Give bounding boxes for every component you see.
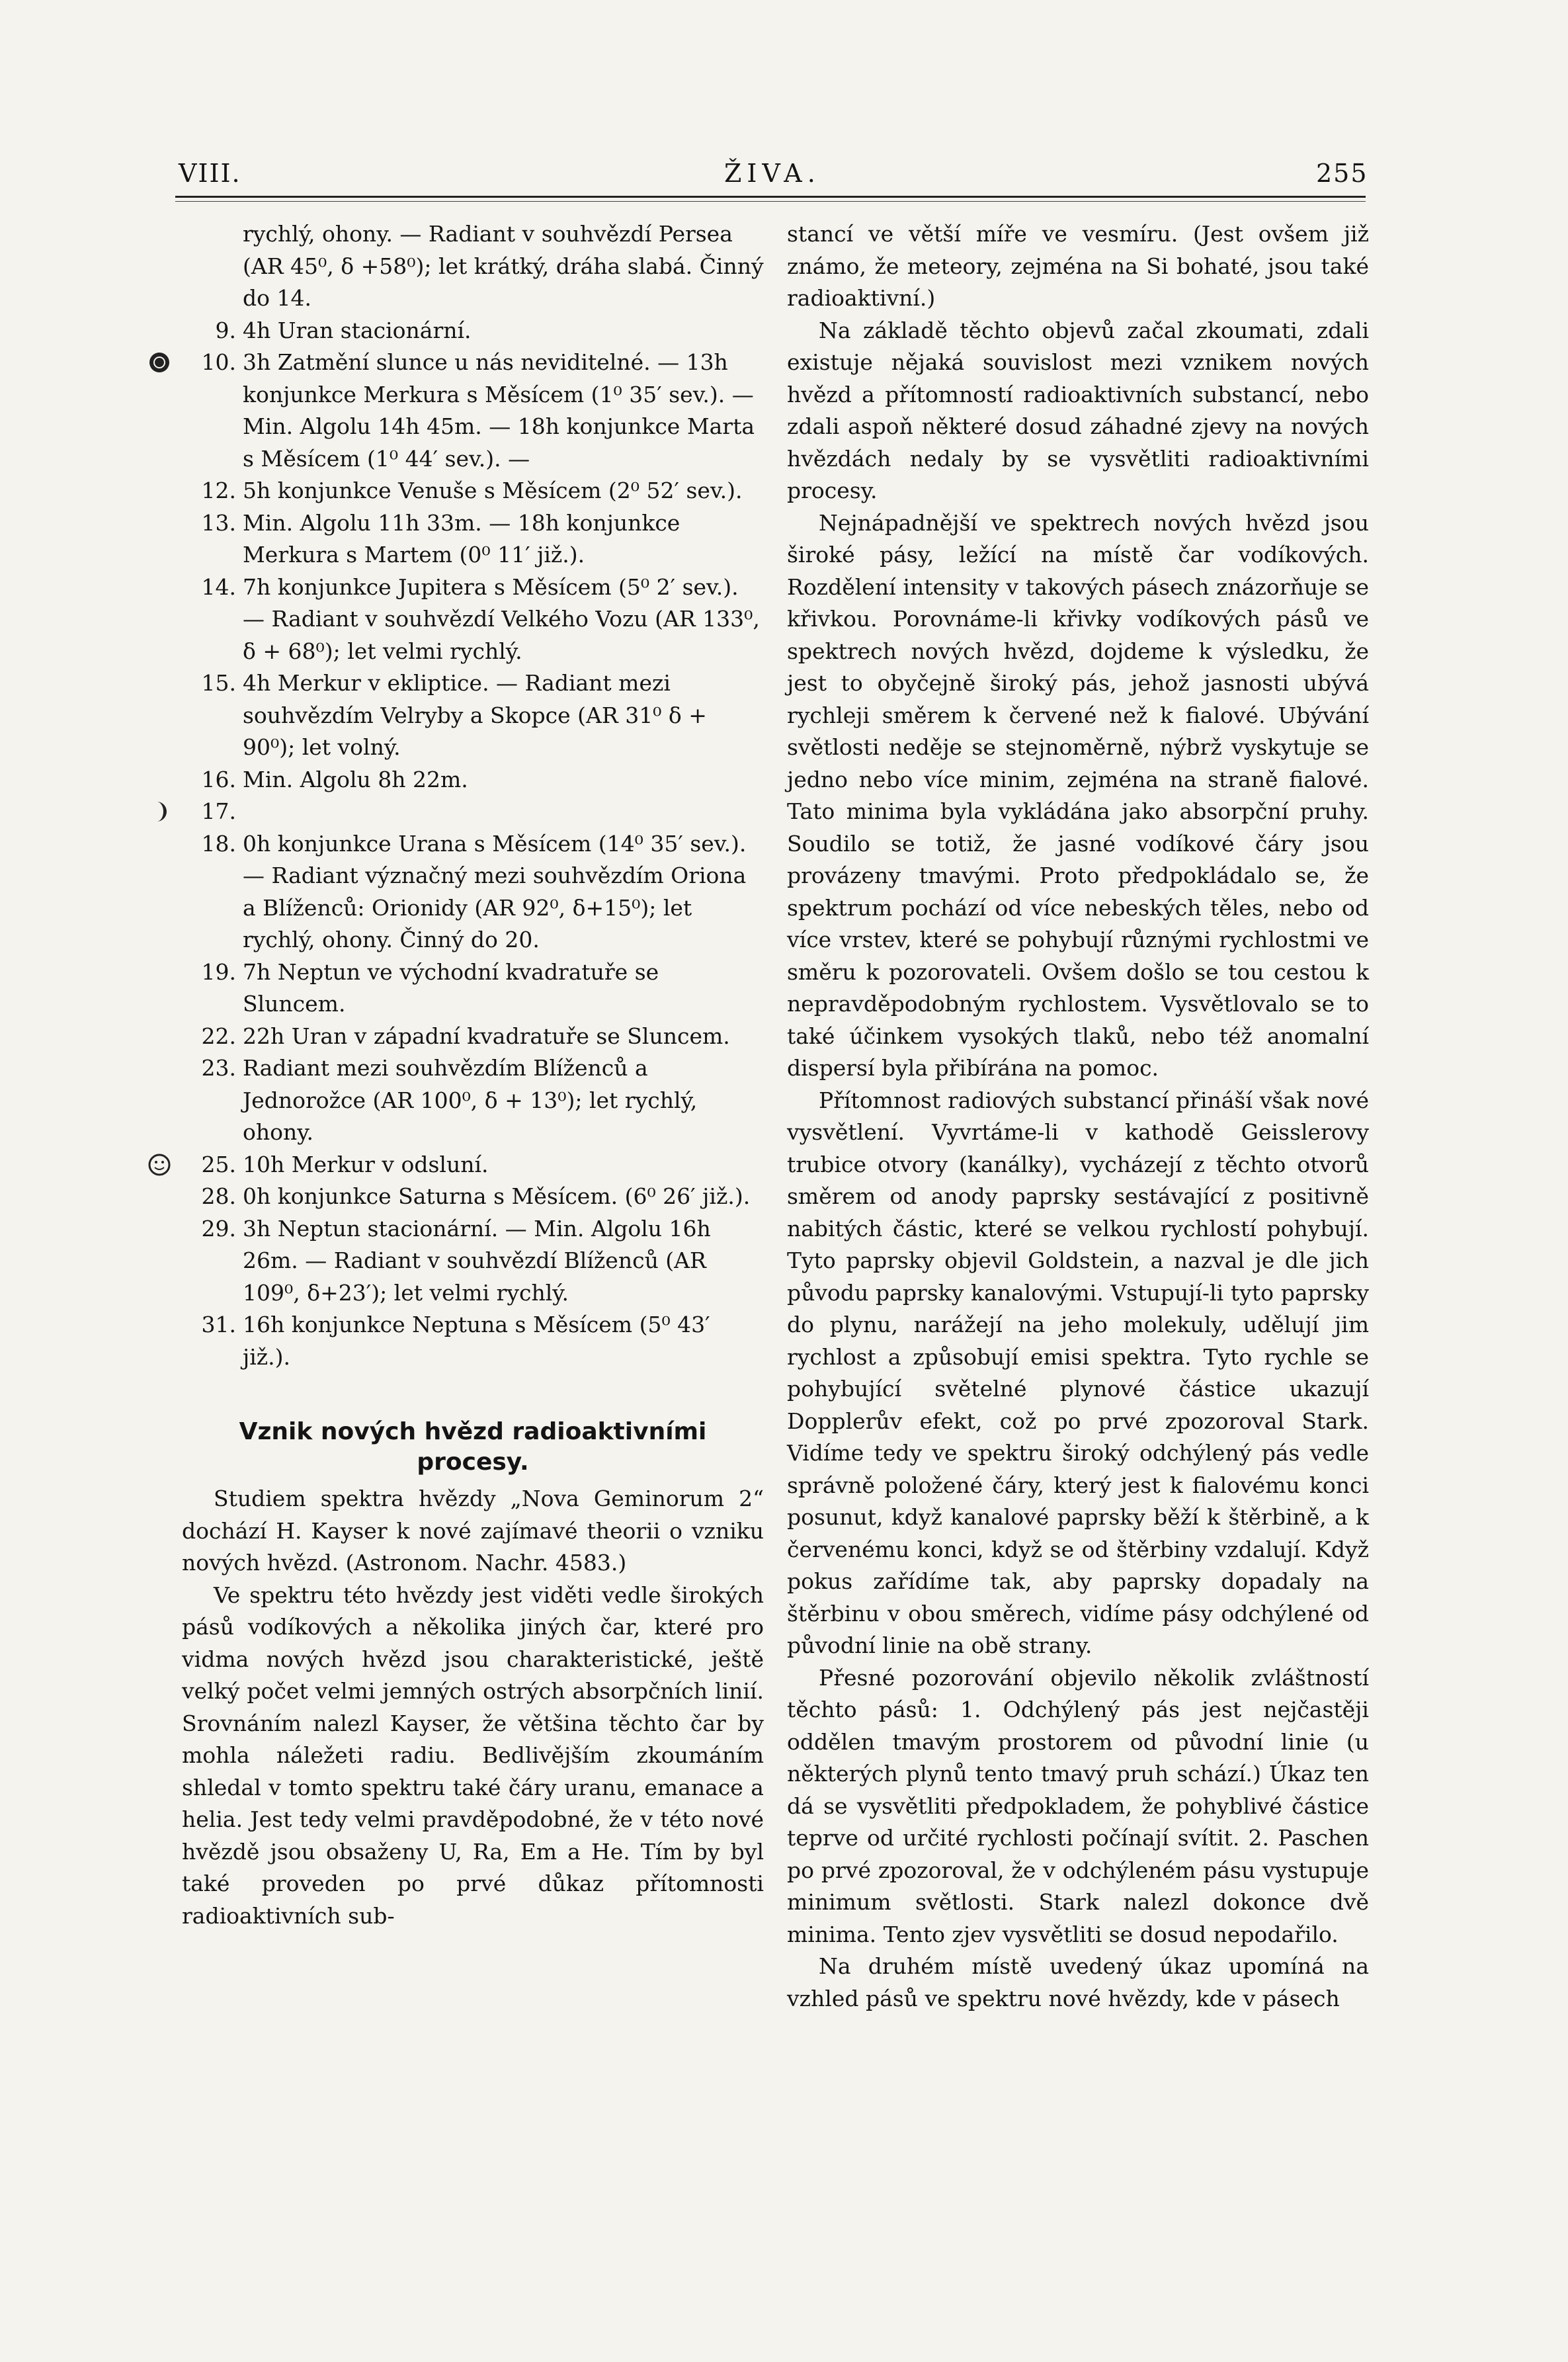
entry-text: Radiant mezi souhvězdím Blíženců a Jednorožce (AR 100⁰, δ + 13⁰); let rychlý, ohony. [243, 1055, 698, 1145]
calendar-entry [182, 828, 764, 956]
article-paragraph: Přítomnost radiových substancí přináší však nové vysvětlení. Vyvrtáme-li v kathodě Geisslerovy trubice otvory (kanálky), vycházejí z těchto otvorů směrem od anody paprsky sestávající z positivně nabitých částic, které se velkou rychlostí pohybují. Tyto paprsky objevil Goldstein, a nazval je dle jich původu paprsky kanalovými. Vstupují-li tyto paprsky do plynu, narážejí na jeho molekuly, udělují jim rychlost a způsobují emisi spektra. Tyto rychle se pohybující světelné plynové částice ukazují Dopplerův efekt, což po prvé zpozoroval Stark. Vidíme tedy ve spektru široký odchýlený pás vedle správně položené čáry, který jest k fialovému konci posunut, když kanalové paprsky běží k štěrbině, a k červenému konci, když se od štěrbiny vzdalují. Když pokus zařídíme tak, aby paprsky dopadaly na štěrbinu v obou směrech, vidíme pásy odchýlené od původní linie na obě strany. [787, 1087, 1369, 1658]
entry-date: 25. [201, 1151, 236, 1177]
article-paragraph: stancí ve větší míře ve vesmíru. (Jest ovšem již známo, že meteory, zejména na Si bohaté, jsou také radioaktivní.) [787, 221, 1369, 311]
entry-date: 17. [201, 798, 236, 824]
calendar-entry [182, 1149, 764, 1181]
entry-date: 23. [201, 1055, 236, 1081]
entry-date: 28. [201, 1183, 236, 1209]
entry-text: 4h Merkur v ekliptice. — Radiant mezi souhvězdím Velryby a Skopce (AR 31⁰ δ + 90⁰); let volný. [243, 670, 707, 760]
article-paragraph: Nejnápadnější ve spektrech nových hvězd jsou široké pásy, ležící na místě čar vodíkových. Rozdělení intensity v takových pásech znázorňuje se křivkou. Porovnáme-li křivky vodíkových pásů ve spektrech nových hvězd, dojdeme k výsledku, že jest to obyčejně široký pás, jehož jasnosti ubývá rychleji směrem k červené než k fialové. Ubývání světlosti neděje se stejnoměrně, nýbrž vyskytuje se jedno nebo více minim, zejména na straně fialové. Tato minima byla vykládána jako absorpční pruhy. Soudilo se totiž, že jasné vodíkové čáry jsou provázeny tmavými. Proto předpokládalo se, že spektrum pochází od více nebeských těles, nebo od více vrstev, které se pohybují různými rychlostmi ve směru k pozorovateli. Ovšem došlo se tou cestou k nepravděpodobným rychlostem. Vysvětlovalo se to také účinkem vysokých tlaků, nebo též anomalní dispersí byla přibírána na pomoc. [787, 509, 1369, 1081]
new-moon-icon [147, 351, 171, 374]
article-title: Vznik nových hvězd radioaktivními procesy. [239, 1418, 707, 1476]
header-rule [175, 196, 1366, 198]
entry-date: 12. [201, 478, 236, 503]
entry-text: 10h Merkur v odsluní. [243, 1151, 489, 1177]
entry-text [243, 796, 764, 828]
calendar-entry [182, 1181, 764, 1213]
section-number: VIII. [179, 159, 241, 188]
calendar-entry [182, 1309, 764, 1373]
entry-date: 18. [201, 830, 236, 857]
entry-date: 22. [201, 1023, 236, 1049]
entry-text: Min. Algolu 11h 33m. — 18h konjunkce Merkura s Martem (0⁰ 11′ již.). [243, 509, 681, 568]
first-quarter-moon-icon [147, 800, 171, 823]
entry-text: 7h konjunkce Jupitera s Měsícem (5⁰ 2′ sev.). — Radiant v souhvězdí Velkého Vozu (AR 133⁰, δ + 68⁰); let velmi rychlý. [243, 573, 760, 664]
entry-date: 15. [201, 670, 236, 696]
entry-date: 29. [201, 1215, 236, 1242]
calendar-entry [182, 1021, 764, 1053]
entry-date: 16. [201, 766, 236, 792]
calendar-entry [182, 764, 764, 796]
article-paragraph: Na základě těchto objevů začal zkoumati, zdali existuje nějaká souvislost mezi vznikem nových hvězd a přítomností radioaktivních substancí, nebo zdali aspoň některé dosud záhadné zjevy na nových hvězdách nedaly by se vysvětliti radioaktivními procesy. [787, 317, 1369, 503]
entry-date: 19. [201, 958, 236, 985]
full-moon-icon [147, 1153, 171, 1177]
entry-date: 14. [201, 573, 236, 600]
entry-text: Min. Algolu 8h 22m. [243, 766, 468, 792]
entry-date: 31. [201, 1312, 236, 1337]
page-number: 255 [1316, 159, 1368, 188]
entry-date: 13. [201, 509, 236, 536]
entry-text: 16h konjunkce Neptuna s Měsícem (5⁰ 43′ již.). [243, 1312, 710, 1370]
entry-text: 0h konjunkce Saturna s Měsícem. (6⁰ 26′ již.). [243, 1183, 751, 1209]
article-paragraph: Ve spektru této hvězdy jest viděti vedle širokých pásů vodíkových a několika jiných čar, které pro vidma nových hvězd jsou charakteristické, ještě velký počet velmi jemných ostrých absorpčních linií. Srovnáním nalezl Kayser, že většina těchto čar by mohla náležeti radiu. Bedlivějším zkoumáním shledal v tomto spektru také čáry uranu, emanace a helia. Jest tedy velmi pravděpodobné, že v této nové hvězdě jsou obsaženy U, Ra, Em a He. Tím by byl také proveden po prvé důkaz přítomnosti radioaktivních sub- [182, 1582, 764, 1929]
calendar-entry [182, 475, 764, 507]
calendar-continuation: rychlý, ohony. — Radiant v souhvězdí Persea (AR 45⁰, δ +58⁰); let krátký, dráha slabá. Činný do 14. [243, 221, 764, 311]
entry-text: 3h Zatmění slunce u nás neviditelné. — 13h konjunkce Merkura s Měsícem (1⁰ 35′ sev.). — Min. Algolu 14h 45m. — 18h konjunkce Marta s Měsícem (1⁰ 44′ sev.). — [243, 349, 755, 472]
entry-text: 7h Neptun ve východní kvadratuře se Sluncem. [243, 958, 659, 1017]
entry-date: 9. [215, 317, 236, 343]
calendar-entry [182, 571, 764, 668]
journal-title: ŽIVA. [724, 159, 821, 188]
entry-text: 3h Neptun stacionární. — Min. Algolu 16h 26m. — Radiant v souhvězdí Blíženců (AR 109⁰, δ+23′); let velmi rychlý. [243, 1215, 711, 1306]
calendar-entry [182, 796, 764, 828]
left-column [182, 218, 764, 1932]
calendar-entry [182, 315, 764, 347]
entry-text: 22h Uran v západní kvadratuře se Sluncem. [243, 1023, 730, 1049]
calendar-entry [182, 1052, 764, 1149]
entry-text: 5h konjunkce Venuše s Měsícem (2⁰ 52′ sev.). [243, 478, 743, 503]
calendar-entry [182, 956, 764, 1021]
calendar-entry [182, 507, 764, 571]
article-paragraph: Na druhém místě uvedený úkaz upomíná na vzhled pásů ve spektru nové hvězdy, kde v pásech [787, 1953, 1369, 2011]
header-rule-thin [175, 201, 1366, 202]
article-paragraph: Studiem spektra hvězdy „Nova Geminorum 2“ dochází H. Kayser k nové zajímavé theorii o vzniku nových hvězd. (Astronom. Nachr. 4583.) [182, 1486, 764, 1576]
calendar-entry [182, 667, 764, 764]
entry-date: 10. [201, 349, 236, 375]
calendar-entry [182, 347, 764, 475]
article-paragraph: Přesné pozorování objevilo několik zvláštností těchto pásů: 1. Odchýlený pás jest nejčastěji oddělen tmavým prostorem od původní linie (u některých plynů tento tmavý pruh schází.) Úkaz ten dá se vysvětliti předpokladem, že pohyblivé částice teprve od určité rychlosti počínají svítit. 2. Paschen po prvé zpozoroval, že v odchýleném pásu vystupuje minimum světlosti. Stark nalezl dokonce dvě minima. Tento zjev vysvětliti se dosud nepodařilo. [787, 1664, 1369, 1947]
entry-text: 4h Uran stacionární. [243, 317, 472, 343]
calendar-entry [182, 1213, 764, 1310]
right-column [787, 218, 1369, 2015]
entry-text: 0h konjunkce Urana s Měsícem (14⁰ 35′ sev.). — Radiant význačný mezi souhvězdím Oriona a Blíženců: Orionidy (AR 92⁰, δ+15⁰); let rychlý, ohony. Činný do 20. [243, 830, 747, 952]
